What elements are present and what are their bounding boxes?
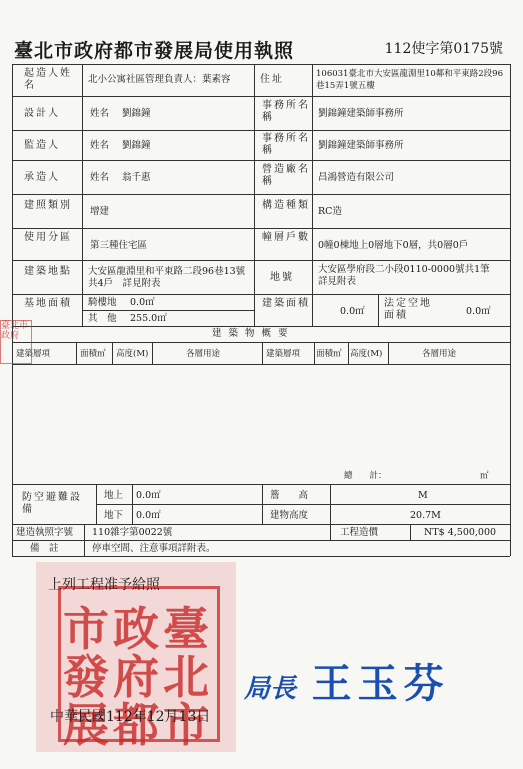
signature-name: 王玉芬 [311, 660, 450, 707]
divider [254, 64, 255, 326]
lot-value: 大安區學府段二小段0110-0000號共1筆 詳見附表 [318, 264, 500, 287]
height-label: 建物高度 [270, 510, 309, 521]
remark-label: 備 註 [30, 543, 59, 554]
rule [12, 96, 510, 97]
eaves-label: 簷 高 [270, 490, 309, 501]
seal-char: 都 [113, 698, 159, 752]
rule [12, 364, 510, 365]
other-label: 其 他 [88, 313, 117, 324]
side-seal-stamp: 臺北市政府 [0, 320, 32, 364]
document-number: 112使字第0175號 [384, 41, 503, 57]
other-value: 255.0㎡ [130, 313, 167, 324]
supervisor-name: 劉錦鐘 [122, 140, 151, 151]
divider [410, 524, 411, 540]
supervisor-office: 劉錦鐘建築師事務所 [318, 140, 404, 151]
builder-label: 起造人姓名 [24, 68, 72, 91]
divider [82, 64, 83, 326]
rule [82, 310, 254, 311]
contractor-name-label: 姓名 [90, 172, 110, 183]
permit-label: 建造執照字號 [16, 527, 74, 538]
address-label: 住址 [260, 74, 284, 85]
border [12, 64, 13, 556]
divider [76, 342, 77, 364]
overview-col: 建築層項 [266, 349, 301, 359]
zone-value: 第三種住宅區 [90, 240, 148, 251]
location-value: 大安區龍淵里和平東路二段96巷13號 共4戶 詳見附表 [88, 266, 255, 289]
location-label: 建築地點 [24, 266, 72, 277]
site-area-label: 基地面積 [24, 298, 72, 309]
legal-open-label: 法定空地面積 [384, 298, 432, 321]
seal-char: 發 [63, 650, 109, 704]
arcade-value: 0.0㎡ [130, 297, 155, 308]
seal-char: 展 [63, 698, 109, 752]
lot-label: 地號 [270, 272, 294, 283]
address-value: 106031臺北市大安區龍淵里10鄰和平東路2段96巷15弄1號五樓 [316, 69, 503, 91]
overview-col: 各層用途 [422, 349, 457, 359]
rule [12, 326, 510, 327]
divider [152, 342, 153, 364]
structure-label: 構造種類 [262, 200, 310, 211]
rule [12, 540, 510, 541]
rule [12, 194, 510, 195]
rule [12, 160, 510, 161]
overview-col: 面積㎡ [80, 349, 106, 359]
rule [12, 524, 510, 525]
contractor-company: 昌鴻營造有限公司 [318, 172, 395, 183]
rule [12, 260, 510, 261]
build-area-value: 0.0㎡ [340, 306, 365, 317]
overview-col: 高度(M) [350, 349, 383, 359]
rule [12, 294, 510, 295]
designer-office-label: 事務所名稱 [262, 100, 310, 123]
eaves-value: M [418, 490, 428, 501]
designer-office: 劉錦鐘建築師事務所 [318, 108, 404, 119]
overview-title: 建 築 物 概 要 [212, 328, 290, 339]
contractor-label: 承造人 [24, 172, 60, 183]
divider [388, 342, 389, 364]
builder-value: 北小公寓社區管理負責人：葉素容 [88, 74, 231, 85]
approval-text: 上列工程准予給照 [48, 577, 160, 593]
designer-name: 劉錦鐘 [122, 108, 151, 119]
rule [12, 130, 510, 131]
seal-char: 政 [113, 602, 159, 656]
rule [12, 484, 510, 485]
overview-col: 建築層項 [16, 349, 51, 359]
divider [348, 342, 349, 364]
units-label: 幢層戶數 [262, 232, 310, 243]
designer-label: 設計人 [24, 108, 60, 119]
zone-label: 使用分區 [24, 232, 72, 243]
divider [330, 524, 331, 540]
seal-char: 市 [63, 602, 109, 656]
cost-label: 工程造價 [340, 527, 379, 538]
issue-date: 中華民國112年12月13日 [50, 709, 211, 725]
category-label: 建照類別 [24, 200, 72, 211]
overview-total-unit: ㎡ [480, 471, 489, 481]
seal-char: 北 [163, 650, 209, 704]
category-value: 增建 [90, 206, 110, 217]
remark-value: 停車空間、注意事項詳附表。 [92, 543, 216, 554]
supervisor-label: 監造人 [24, 140, 60, 151]
contractor-company-label: 營造廠名稱 [262, 164, 310, 187]
divider [312, 64, 313, 326]
shelter-below: 0.0㎡ [136, 510, 161, 521]
page-title: 臺北市政府都市發展局使用執照 [14, 40, 295, 62]
seal-char: 市 [163, 698, 209, 752]
overview-total-label: 總 計： [344, 471, 387, 481]
arcade-label: 騎樓地 [88, 297, 117, 308]
divider [84, 524, 85, 556]
overview-col: 高度(M) [116, 349, 149, 359]
rule [96, 504, 510, 505]
rule [12, 556, 510, 557]
shelter-label: 防空避難設備 [22, 492, 82, 515]
divider [314, 342, 315, 364]
shelter-above-label: 地上 [104, 490, 124, 501]
permit-value: 110雜字第0022號 [92, 527, 173, 538]
units-value: 0幢0棟地上0層地下0層，共0層0戶 [318, 240, 469, 251]
rule [12, 228, 510, 229]
shelter-below-label: 地下 [104, 510, 124, 521]
seal-char: 府 [113, 650, 159, 704]
divider [378, 294, 379, 326]
border [510, 64, 511, 556]
contractor-name: 翁千惠 [122, 172, 151, 183]
cost-value: NT$ 4,500,000 [424, 527, 497, 538]
seal-char: 臺 [163, 602, 209, 656]
rule [12, 64, 510, 65]
director-signature [244, 652, 450, 709]
designer-name-label: 姓名 [90, 108, 110, 119]
legal-open-value: 0.0㎡ [466, 306, 491, 317]
structure-value: RC造 [318, 206, 342, 217]
height-value: 20.7M [410, 510, 441, 521]
signature-title: 局長 [244, 674, 297, 704]
supervisor-office-label: 事務所名稱 [262, 133, 310, 156]
shelter-above: 0.0㎡ [136, 490, 161, 501]
overview-col: 各層用途 [186, 349, 221, 359]
rule [12, 342, 510, 343]
divider [112, 342, 113, 364]
divider [262, 342, 263, 364]
supervisor-name-label: 姓名 [90, 140, 110, 151]
overview-col: 面積㎡ [316, 349, 342, 359]
build-area-label: 建築面積 [262, 298, 310, 309]
